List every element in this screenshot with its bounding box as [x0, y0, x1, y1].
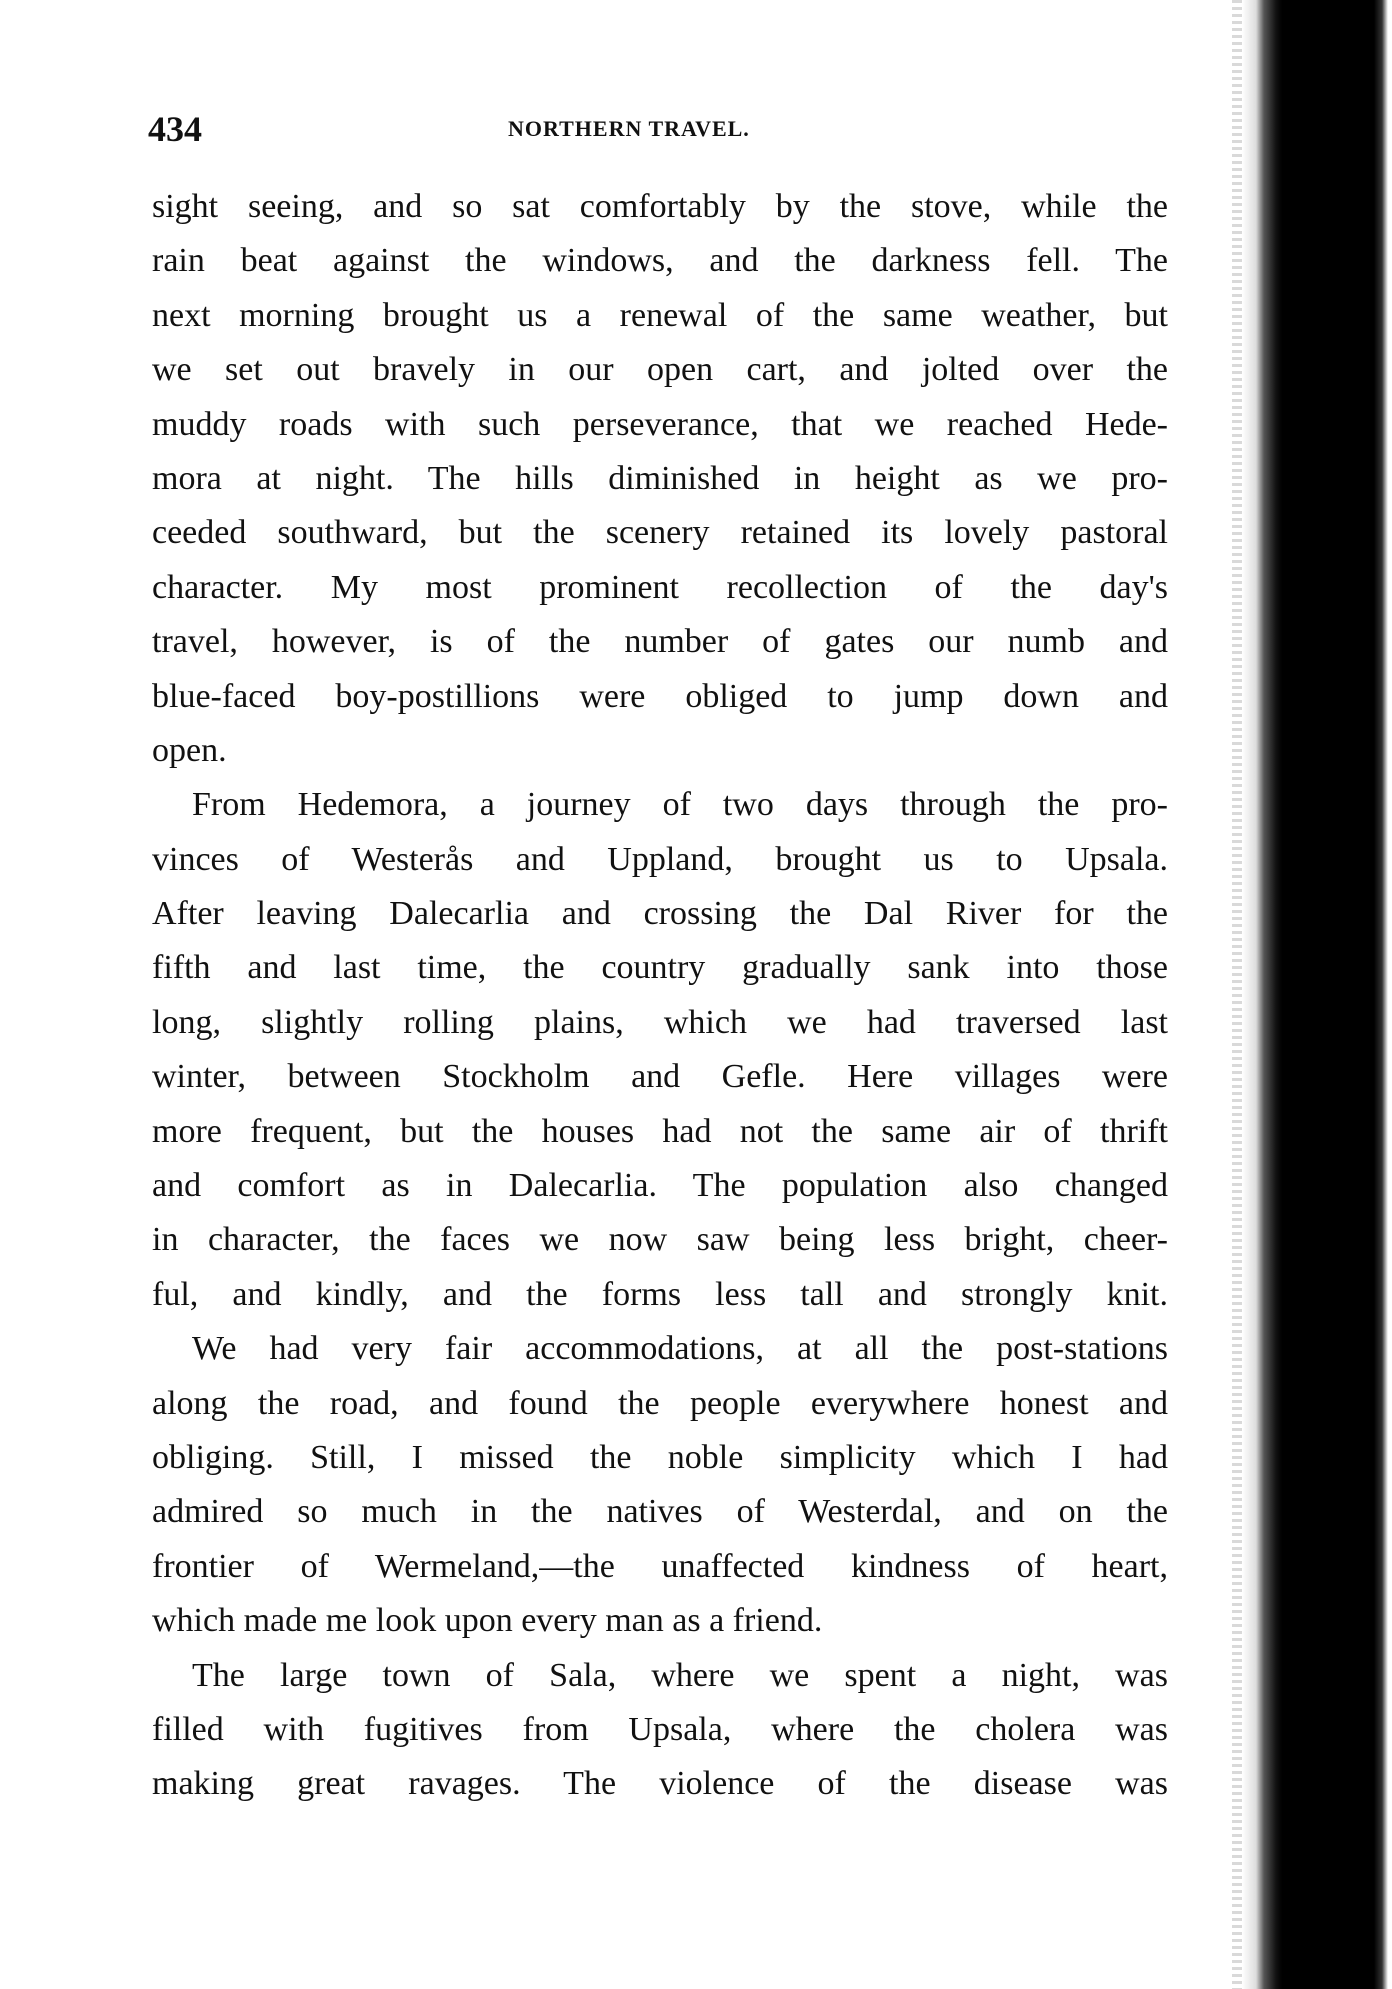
text-line: filled with fugitives from Upsala, where the cholera was	[152, 1710, 1168, 1748]
text-line: admired so much in the natives of Westerdal, and on the	[152, 1493, 1168, 1531]
running-title: NORTHERN TRAVEL.	[508, 116, 750, 141]
text-line: character. My most prominent recollection of the day's	[152, 568, 1168, 606]
text-line: along the road, and found the people everywhere honest and	[152, 1384, 1168, 1422]
text-line: we set out bravely in our open cart, and jolted over the	[152, 351, 1168, 389]
text-line: winter, between Stockholm and Gefle. Here villages were	[152, 1058, 1168, 1096]
book-spine-gutter	[1242, 0, 1392, 1989]
body-text	[152, 180, 1168, 1812]
text-line: frontier of Wermeland,—the unaffected kindness of heart,	[152, 1547, 1168, 1585]
text-line: sight seeing, and so sat comfortably by the stove, while the	[152, 188, 1168, 225]
text-line: From Hedemora, a journey of two days through the pro-	[192, 786, 1168, 824]
text-line: mora at night. The hills diminished in height as we pro-	[152, 459, 1168, 497]
page-number: 434	[148, 109, 202, 149]
text-line: muddy roads with such perseverance, that we reached Hede-	[152, 405, 1168, 443]
text-line: The large town of Sala, where we spent a night, was	[192, 1656, 1168, 1694]
text-line: making great ravages. The violence of the disease was	[152, 1765, 1168, 1803]
text-line: next morning brought us a renewal of the same weather, but	[152, 296, 1168, 334]
text-line: We had very fair accommodations, at all the post-stations	[192, 1330, 1168, 1368]
text-line: more frequent, but the houses had not the same air of thrift	[152, 1112, 1168, 1150]
text-line: fifth and last time, the country gradually sank into those	[152, 949, 1168, 987]
text-line: ful, and kindly, and the forms less tall and strongly knit.	[152, 1275, 1168, 1313]
text-line: long, slightly rolling plains, which we had traversed last	[152, 1003, 1168, 1041]
text-line: and comfort as in Dalecarlia. The population also changed	[152, 1167, 1168, 1205]
text-line: which made me look upon every man as a friend.	[152, 1602, 823, 1640]
text-line: blue-faced boy-postillions were obliged to jump down and	[152, 677, 1168, 715]
text-line: in character, the faces we now saw being less bright, cheer-	[152, 1221, 1168, 1259]
text-line: obliging. Still, I missed the noble simplicity which I had	[152, 1438, 1168, 1476]
text-line: rain beat against the windows, and the darkness fell. The	[152, 242, 1168, 280]
text-line: open.	[152, 731, 227, 769]
text-line: After leaving Dalecarlia and crossing the Dal River for the	[152, 895, 1168, 933]
text-line: travel, however, is of the number of gates our numb and	[152, 623, 1168, 661]
text-line: vinces of Westerås and Uppland, brought us to Upsala.	[152, 840, 1168, 878]
text-line: ceeded southward, but the scenery retained its lovely pastoral	[152, 514, 1168, 552]
